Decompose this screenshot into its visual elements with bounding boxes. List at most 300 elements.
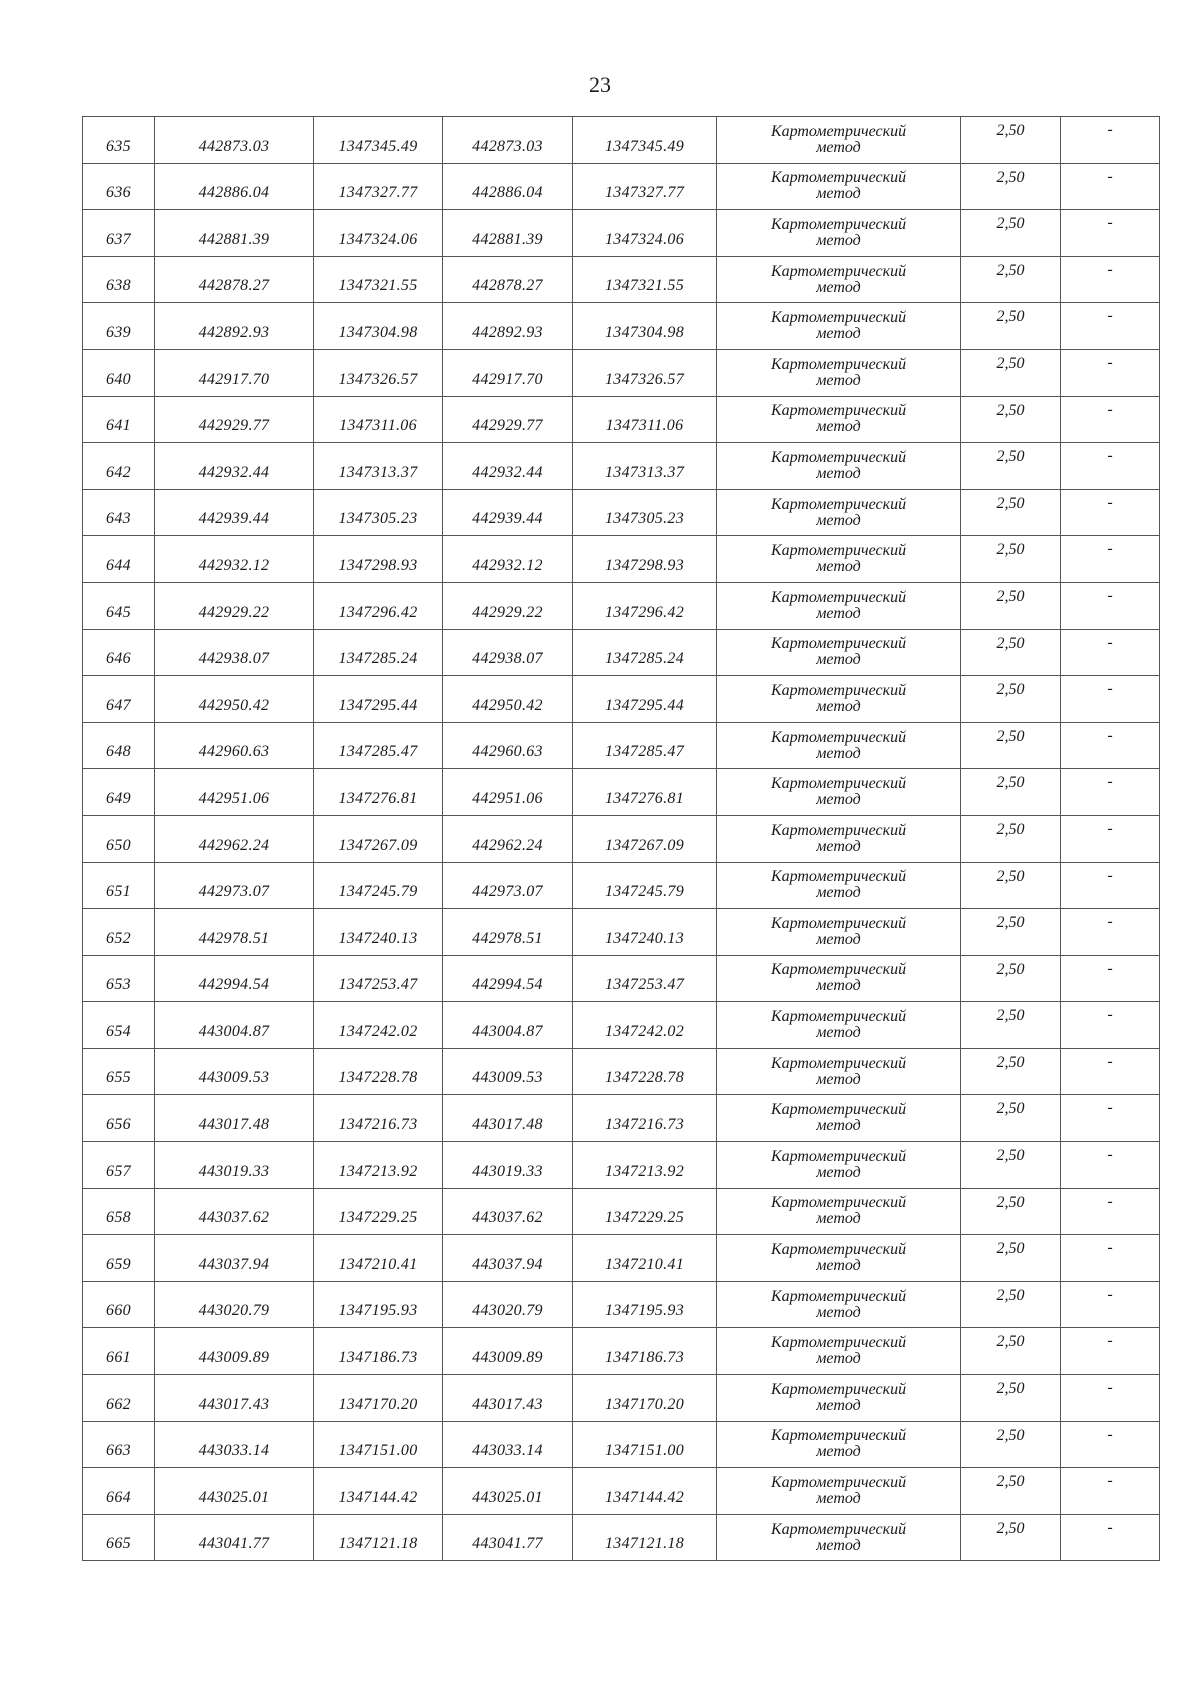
- accuracy: 2,50: [961, 1048, 1061, 1095]
- method-line2: метод: [816, 1070, 861, 1088]
- description: -: [1061, 489, 1160, 536]
- x-refined: 442939.44: [443, 489, 573, 536]
- method-line2: метод: [816, 697, 861, 715]
- point-number: 649: [83, 769, 155, 816]
- point-number: 641: [83, 396, 155, 443]
- x-existing: 443009.53: [155, 1048, 314, 1095]
- method-cell: [717, 489, 961, 536]
- method-line1: Картометрический: [770, 1380, 907, 1398]
- x-existing: 443037.94: [155, 1235, 314, 1282]
- point-number: 642: [83, 443, 155, 490]
- y-existing: 1347324.06: [314, 210, 443, 257]
- description: -: [1061, 443, 1160, 490]
- accuracy: 2,50: [961, 1281, 1061, 1328]
- method-line1: Картометрический: [770, 1474, 907, 1492]
- y-existing: 1347240.13: [314, 909, 443, 956]
- method-cell: [717, 1048, 961, 1095]
- x-refined: 442932.44: [443, 443, 573, 490]
- description: -: [1061, 536, 1160, 583]
- x-refined: 442886.04: [443, 163, 573, 210]
- description: -: [1061, 862, 1160, 909]
- table-row: [83, 396, 1160, 443]
- x-existing: 442938.07: [155, 629, 314, 676]
- x-existing: 442929.77: [155, 396, 314, 443]
- description: -: [1061, 117, 1160, 164]
- table-body: [83, 117, 1160, 1561]
- x-refined: 443025.01: [443, 1468, 573, 1515]
- accuracy: 2,50: [961, 349, 1061, 396]
- x-existing: 442878.27: [155, 256, 314, 303]
- method-line2: метод: [816, 604, 861, 622]
- method-line1: Картометрический: [770, 728, 907, 746]
- method-line1: Картометрический: [770, 215, 907, 233]
- accuracy: 2,50: [961, 303, 1061, 350]
- x-existing: 443033.14: [155, 1421, 314, 1468]
- method-cell: [717, 256, 961, 303]
- method-line1: Картометрический: [770, 169, 907, 187]
- table-row: [83, 489, 1160, 536]
- description: -: [1061, 815, 1160, 862]
- method-line1: Картометрический: [770, 775, 907, 793]
- y-refined: 1347213.92: [573, 1142, 717, 1189]
- x-existing: 443017.43: [155, 1375, 314, 1422]
- table-row: [83, 722, 1160, 769]
- description: -: [1061, 955, 1160, 1002]
- table-row: [83, 1142, 1160, 1189]
- y-refined: 1347229.25: [573, 1188, 717, 1235]
- x-refined: 442917.70: [443, 349, 573, 396]
- x-refined: 442960.63: [443, 722, 573, 769]
- x-refined: 442929.77: [443, 396, 573, 443]
- method-line1: Картометрический: [770, 681, 907, 699]
- point-number: 655: [83, 1048, 155, 1095]
- method-cell: [717, 536, 961, 583]
- y-existing: 1347298.93: [314, 536, 443, 583]
- method-line1: Картометрический: [770, 1147, 907, 1165]
- description: -: [1061, 1142, 1160, 1189]
- method-line1: Картометрический: [770, 1194, 907, 1212]
- method-cell: [717, 955, 961, 1002]
- point-number: 640: [83, 349, 155, 396]
- page-number: 23: [589, 72, 611, 97]
- point-number: 635: [83, 117, 155, 164]
- y-refined: 1347267.09: [573, 815, 717, 862]
- table-row: [83, 256, 1160, 303]
- method-line2: метод: [816, 418, 861, 436]
- y-refined: 1347228.78: [573, 1048, 717, 1095]
- point-number: 646: [83, 629, 155, 676]
- method-line1: Картометрический: [770, 1241, 907, 1259]
- table-row: [83, 117, 1160, 164]
- method-line1: Картометрический: [770, 262, 907, 280]
- x-refined: 442878.27: [443, 256, 573, 303]
- method-line2: метод: [816, 1163, 861, 1181]
- method-cell: [717, 1328, 961, 1375]
- method-line1: Картометрический: [770, 635, 907, 653]
- accuracy: 2,50: [961, 256, 1061, 303]
- description: -: [1061, 1375, 1160, 1422]
- table-row: [83, 769, 1160, 816]
- method-line2: метод: [816, 1024, 861, 1042]
- y-refined: 1347285.24: [573, 629, 717, 676]
- method-cell: [717, 443, 961, 490]
- accuracy: 2,50: [961, 1188, 1061, 1235]
- accuracy: 2,50: [961, 815, 1061, 862]
- method-line2: метод: [816, 185, 861, 203]
- description: -: [1061, 629, 1160, 676]
- method-cell: [717, 582, 961, 629]
- accuracy: 2,50: [961, 582, 1061, 629]
- method-line1: Картометрический: [770, 1287, 907, 1305]
- method-cell: [717, 1468, 961, 1515]
- y-existing: 1347170.20: [314, 1375, 443, 1422]
- accuracy: 2,50: [961, 117, 1061, 164]
- table-row: [83, 815, 1160, 862]
- x-refined: 442951.06: [443, 769, 573, 816]
- y-existing: 1347276.81: [314, 769, 443, 816]
- accuracy: 2,50: [961, 676, 1061, 723]
- method-cell: [717, 629, 961, 676]
- accuracy: 2,50: [961, 489, 1061, 536]
- point-number: 656: [83, 1095, 155, 1142]
- table-row: [83, 536, 1160, 583]
- method-line2: метод: [816, 1257, 861, 1275]
- y-refined: 1347324.06: [573, 210, 717, 257]
- method-line2: метод: [816, 1350, 861, 1368]
- y-refined: 1347170.20: [573, 1375, 717, 1422]
- y-existing: 1347345.49: [314, 117, 443, 164]
- y-existing: 1347305.23: [314, 489, 443, 536]
- point-number: 645: [83, 582, 155, 629]
- method-line2: метод: [816, 977, 861, 995]
- accuracy: 2,50: [961, 955, 1061, 1002]
- method-line2: метод: [816, 837, 861, 855]
- y-refined: 1347345.49: [573, 117, 717, 164]
- x-existing: 442994.54: [155, 955, 314, 1002]
- x-existing: 442939.44: [155, 489, 314, 536]
- x-existing: 442873.03: [155, 117, 314, 164]
- description: -: [1061, 1468, 1160, 1515]
- x-refined: 442873.03: [443, 117, 573, 164]
- y-refined: 1347186.73: [573, 1328, 717, 1375]
- accuracy: 2,50: [961, 443, 1061, 490]
- point-number: 644: [83, 536, 155, 583]
- table-row: [83, 210, 1160, 257]
- method-cell: [717, 396, 961, 443]
- accuracy: 2,50: [961, 210, 1061, 257]
- y-existing: 1347242.02: [314, 1002, 443, 1049]
- accuracy: 2,50: [961, 909, 1061, 956]
- x-existing: 443019.33: [155, 1142, 314, 1189]
- x-refined: 443017.48: [443, 1095, 573, 1142]
- x-existing: 443017.48: [155, 1095, 314, 1142]
- table-row: [83, 955, 1160, 1002]
- method-line1: Картометрический: [770, 1054, 907, 1072]
- y-refined: 1347245.79: [573, 862, 717, 909]
- accuracy: 2,50: [961, 629, 1061, 676]
- method-cell: [717, 909, 961, 956]
- method-line2: метод: [816, 1536, 861, 1554]
- accuracy: 2,50: [961, 163, 1061, 210]
- x-refined: 443033.14: [443, 1421, 573, 1468]
- method-line2: метод: [816, 1443, 861, 1461]
- method-cell: [717, 1235, 961, 1282]
- table-row: [83, 1188, 1160, 1235]
- y-refined: 1347326.57: [573, 349, 717, 396]
- table-row: [83, 629, 1160, 676]
- y-existing: 1347229.25: [314, 1188, 443, 1235]
- accuracy: 2,50: [961, 1375, 1061, 1422]
- description: -: [1061, 210, 1160, 257]
- x-existing: 442932.44: [155, 443, 314, 490]
- method-line2: метод: [816, 744, 861, 762]
- method-cell: [717, 163, 961, 210]
- accuracy: 2,50: [961, 1095, 1061, 1142]
- method-cell: [717, 1188, 961, 1235]
- x-refined: 442932.12: [443, 536, 573, 583]
- y-existing: 1347326.57: [314, 349, 443, 396]
- method-line1: Картометрический: [770, 1008, 907, 1026]
- x-refined: 443017.43: [443, 1375, 573, 1422]
- table-row: [83, 1002, 1160, 1049]
- point-number: 651: [83, 862, 155, 909]
- y-refined: 1347195.93: [573, 1281, 717, 1328]
- method-cell: [717, 1142, 961, 1189]
- x-existing: 443004.87: [155, 1002, 314, 1049]
- x-refined: 442892.93: [443, 303, 573, 350]
- method-cell: [717, 1514, 961, 1561]
- point-number: 665: [83, 1514, 155, 1561]
- accuracy: 2,50: [961, 1421, 1061, 1468]
- x-existing: 442886.04: [155, 163, 314, 210]
- point-number: 660: [83, 1281, 155, 1328]
- method-line1: Картометрический: [770, 402, 907, 420]
- coordinates-table: [82, 116, 1160, 1561]
- method-line2: метод: [816, 791, 861, 809]
- x-refined: 443009.89: [443, 1328, 573, 1375]
- y-refined: 1347276.81: [573, 769, 717, 816]
- y-refined: 1347296.42: [573, 582, 717, 629]
- x-existing: 443041.77: [155, 1514, 314, 1561]
- method-line2: метод: [816, 558, 861, 576]
- x-refined: 443020.79: [443, 1281, 573, 1328]
- point-number: 653: [83, 955, 155, 1002]
- y-refined: 1347298.93: [573, 536, 717, 583]
- method-line1: Картометрический: [770, 1101, 907, 1119]
- table-row: [83, 443, 1160, 490]
- point-number: 650: [83, 815, 155, 862]
- y-existing: 1347216.73: [314, 1095, 443, 1142]
- x-existing: 443025.01: [155, 1468, 314, 1515]
- description: -: [1061, 1514, 1160, 1561]
- point-number: 637: [83, 210, 155, 257]
- x-refined: 443037.62: [443, 1188, 573, 1235]
- y-refined: 1347210.41: [573, 1235, 717, 1282]
- y-existing: 1347144.42: [314, 1468, 443, 1515]
- x-refined: 442938.07: [443, 629, 573, 676]
- table-row: [83, 1328, 1160, 1375]
- x-existing: 442951.06: [155, 769, 314, 816]
- table-row: [83, 1095, 1160, 1142]
- description: -: [1061, 256, 1160, 303]
- table-row: [83, 163, 1160, 210]
- y-existing: 1347210.41: [314, 1235, 443, 1282]
- method-line1: Картометрический: [770, 821, 907, 839]
- method-line1: Картометрический: [770, 542, 907, 560]
- method-cell: [717, 676, 961, 723]
- y-refined: 1347253.47: [573, 955, 717, 1002]
- point-number: 662: [83, 1375, 155, 1422]
- table-row: [83, 303, 1160, 350]
- point-number: 638: [83, 256, 155, 303]
- accuracy: 2,50: [961, 1235, 1061, 1282]
- y-refined: 1347327.77: [573, 163, 717, 210]
- y-existing: 1347311.06: [314, 396, 443, 443]
- method-cell: [717, 349, 961, 396]
- y-existing: 1347321.55: [314, 256, 443, 303]
- y-existing: 1347228.78: [314, 1048, 443, 1095]
- description: -: [1061, 1095, 1160, 1142]
- description: -: [1061, 722, 1160, 769]
- y-refined: 1347311.06: [573, 396, 717, 443]
- table-row: [83, 1048, 1160, 1095]
- accuracy: 2,50: [961, 1142, 1061, 1189]
- table-row: [83, 1375, 1160, 1422]
- y-existing: 1347285.24: [314, 629, 443, 676]
- method-line2: метод: [816, 325, 861, 343]
- method-line2: метод: [816, 1396, 861, 1414]
- table-row: [83, 582, 1160, 629]
- description: -: [1061, 582, 1160, 629]
- accuracy: 2,50: [961, 1468, 1061, 1515]
- y-existing: 1347253.47: [314, 955, 443, 1002]
- x-refined: 442950.42: [443, 676, 573, 723]
- method-line1: Картометрический: [770, 868, 907, 886]
- table-row: [83, 349, 1160, 396]
- method-line2: метод: [816, 278, 861, 296]
- accuracy: 2,50: [961, 769, 1061, 816]
- method-cell: [717, 117, 961, 164]
- point-number: 664: [83, 1468, 155, 1515]
- point-number: 659: [83, 1235, 155, 1282]
- point-number: 661: [83, 1328, 155, 1375]
- y-refined: 1347242.02: [573, 1002, 717, 1049]
- point-number: 652: [83, 909, 155, 956]
- method-cell: [717, 1281, 961, 1328]
- method-cell: [717, 722, 961, 769]
- point-number: 657: [83, 1142, 155, 1189]
- method-line2: метод: [816, 651, 861, 669]
- x-existing: 442960.63: [155, 722, 314, 769]
- x-refined: 442881.39: [443, 210, 573, 257]
- method-line1: Картометрический: [770, 309, 907, 327]
- description: -: [1061, 769, 1160, 816]
- y-existing: 1347186.73: [314, 1328, 443, 1375]
- x-refined: 443019.33: [443, 1142, 573, 1189]
- x-refined: 442994.54: [443, 955, 573, 1002]
- method-cell: [717, 862, 961, 909]
- method-cell: [717, 303, 961, 350]
- method-line1: Картометрический: [770, 1520, 907, 1538]
- point-number: 663: [83, 1421, 155, 1468]
- method-cell: [717, 1002, 961, 1049]
- x-existing: 442962.24: [155, 815, 314, 862]
- method-line2: метод: [816, 930, 861, 948]
- table-row: [83, 909, 1160, 956]
- x-refined: 442973.07: [443, 862, 573, 909]
- description: -: [1061, 1328, 1160, 1375]
- point-number: 636: [83, 163, 155, 210]
- method-line1: Картометрический: [770, 355, 907, 373]
- method-line1: Картометрический: [770, 914, 907, 932]
- method-cell: [717, 1375, 961, 1422]
- table-row: [83, 1514, 1160, 1561]
- y-refined: 1347295.44: [573, 676, 717, 723]
- method-line1: Картометрический: [770, 588, 907, 606]
- method-line2: метод: [816, 511, 861, 529]
- description: -: [1061, 1235, 1160, 1282]
- method-line2: метод: [816, 464, 861, 482]
- x-refined: 443004.87: [443, 1002, 573, 1049]
- y-refined: 1347121.18: [573, 1514, 717, 1561]
- point-number: 654: [83, 1002, 155, 1049]
- method-line2: метод: [816, 1303, 861, 1321]
- description: -: [1061, 303, 1160, 350]
- y-existing: 1347295.44: [314, 676, 443, 723]
- description: -: [1061, 1421, 1160, 1468]
- method-line2: метод: [816, 371, 861, 389]
- point-number: 643: [83, 489, 155, 536]
- y-existing: 1347121.18: [314, 1514, 443, 1561]
- accuracy: 2,50: [961, 1514, 1061, 1561]
- accuracy: 2,50: [961, 1002, 1061, 1049]
- description: -: [1061, 349, 1160, 396]
- y-refined: 1347216.73: [573, 1095, 717, 1142]
- x-existing: 442950.42: [155, 676, 314, 723]
- accuracy: 2,50: [961, 396, 1061, 443]
- accuracy: 2,50: [961, 862, 1061, 909]
- table-row: [83, 676, 1160, 723]
- x-existing: 442917.70: [155, 349, 314, 396]
- y-existing: 1347327.77: [314, 163, 443, 210]
- method-line1: Картометрический: [770, 448, 907, 466]
- x-refined: 443041.77: [443, 1514, 573, 1561]
- x-existing: 442929.22: [155, 582, 314, 629]
- method-cell: [717, 769, 961, 816]
- table-row: [83, 862, 1160, 909]
- x-refined: 442962.24: [443, 815, 573, 862]
- y-refined: 1347304.98: [573, 303, 717, 350]
- method-line1: Картометрический: [770, 1334, 907, 1352]
- x-existing: 443020.79: [155, 1281, 314, 1328]
- point-number: 648: [83, 722, 155, 769]
- y-existing: 1347313.37: [314, 443, 443, 490]
- accuracy: 2,50: [961, 536, 1061, 583]
- y-existing: 1347267.09: [314, 815, 443, 862]
- y-existing: 1347195.93: [314, 1281, 443, 1328]
- description: -: [1061, 1048, 1160, 1095]
- method-line2: метод: [816, 231, 861, 249]
- method-cell: [717, 815, 961, 862]
- method-line1: Картометрический: [770, 1427, 907, 1445]
- y-refined: 1347321.55: [573, 256, 717, 303]
- description: -: [1061, 1002, 1160, 1049]
- x-existing: 442932.12: [155, 536, 314, 583]
- x-existing: 442978.51: [155, 909, 314, 956]
- x-refined: 442978.51: [443, 909, 573, 956]
- description: -: [1061, 1188, 1160, 1235]
- y-existing: 1347296.42: [314, 582, 443, 629]
